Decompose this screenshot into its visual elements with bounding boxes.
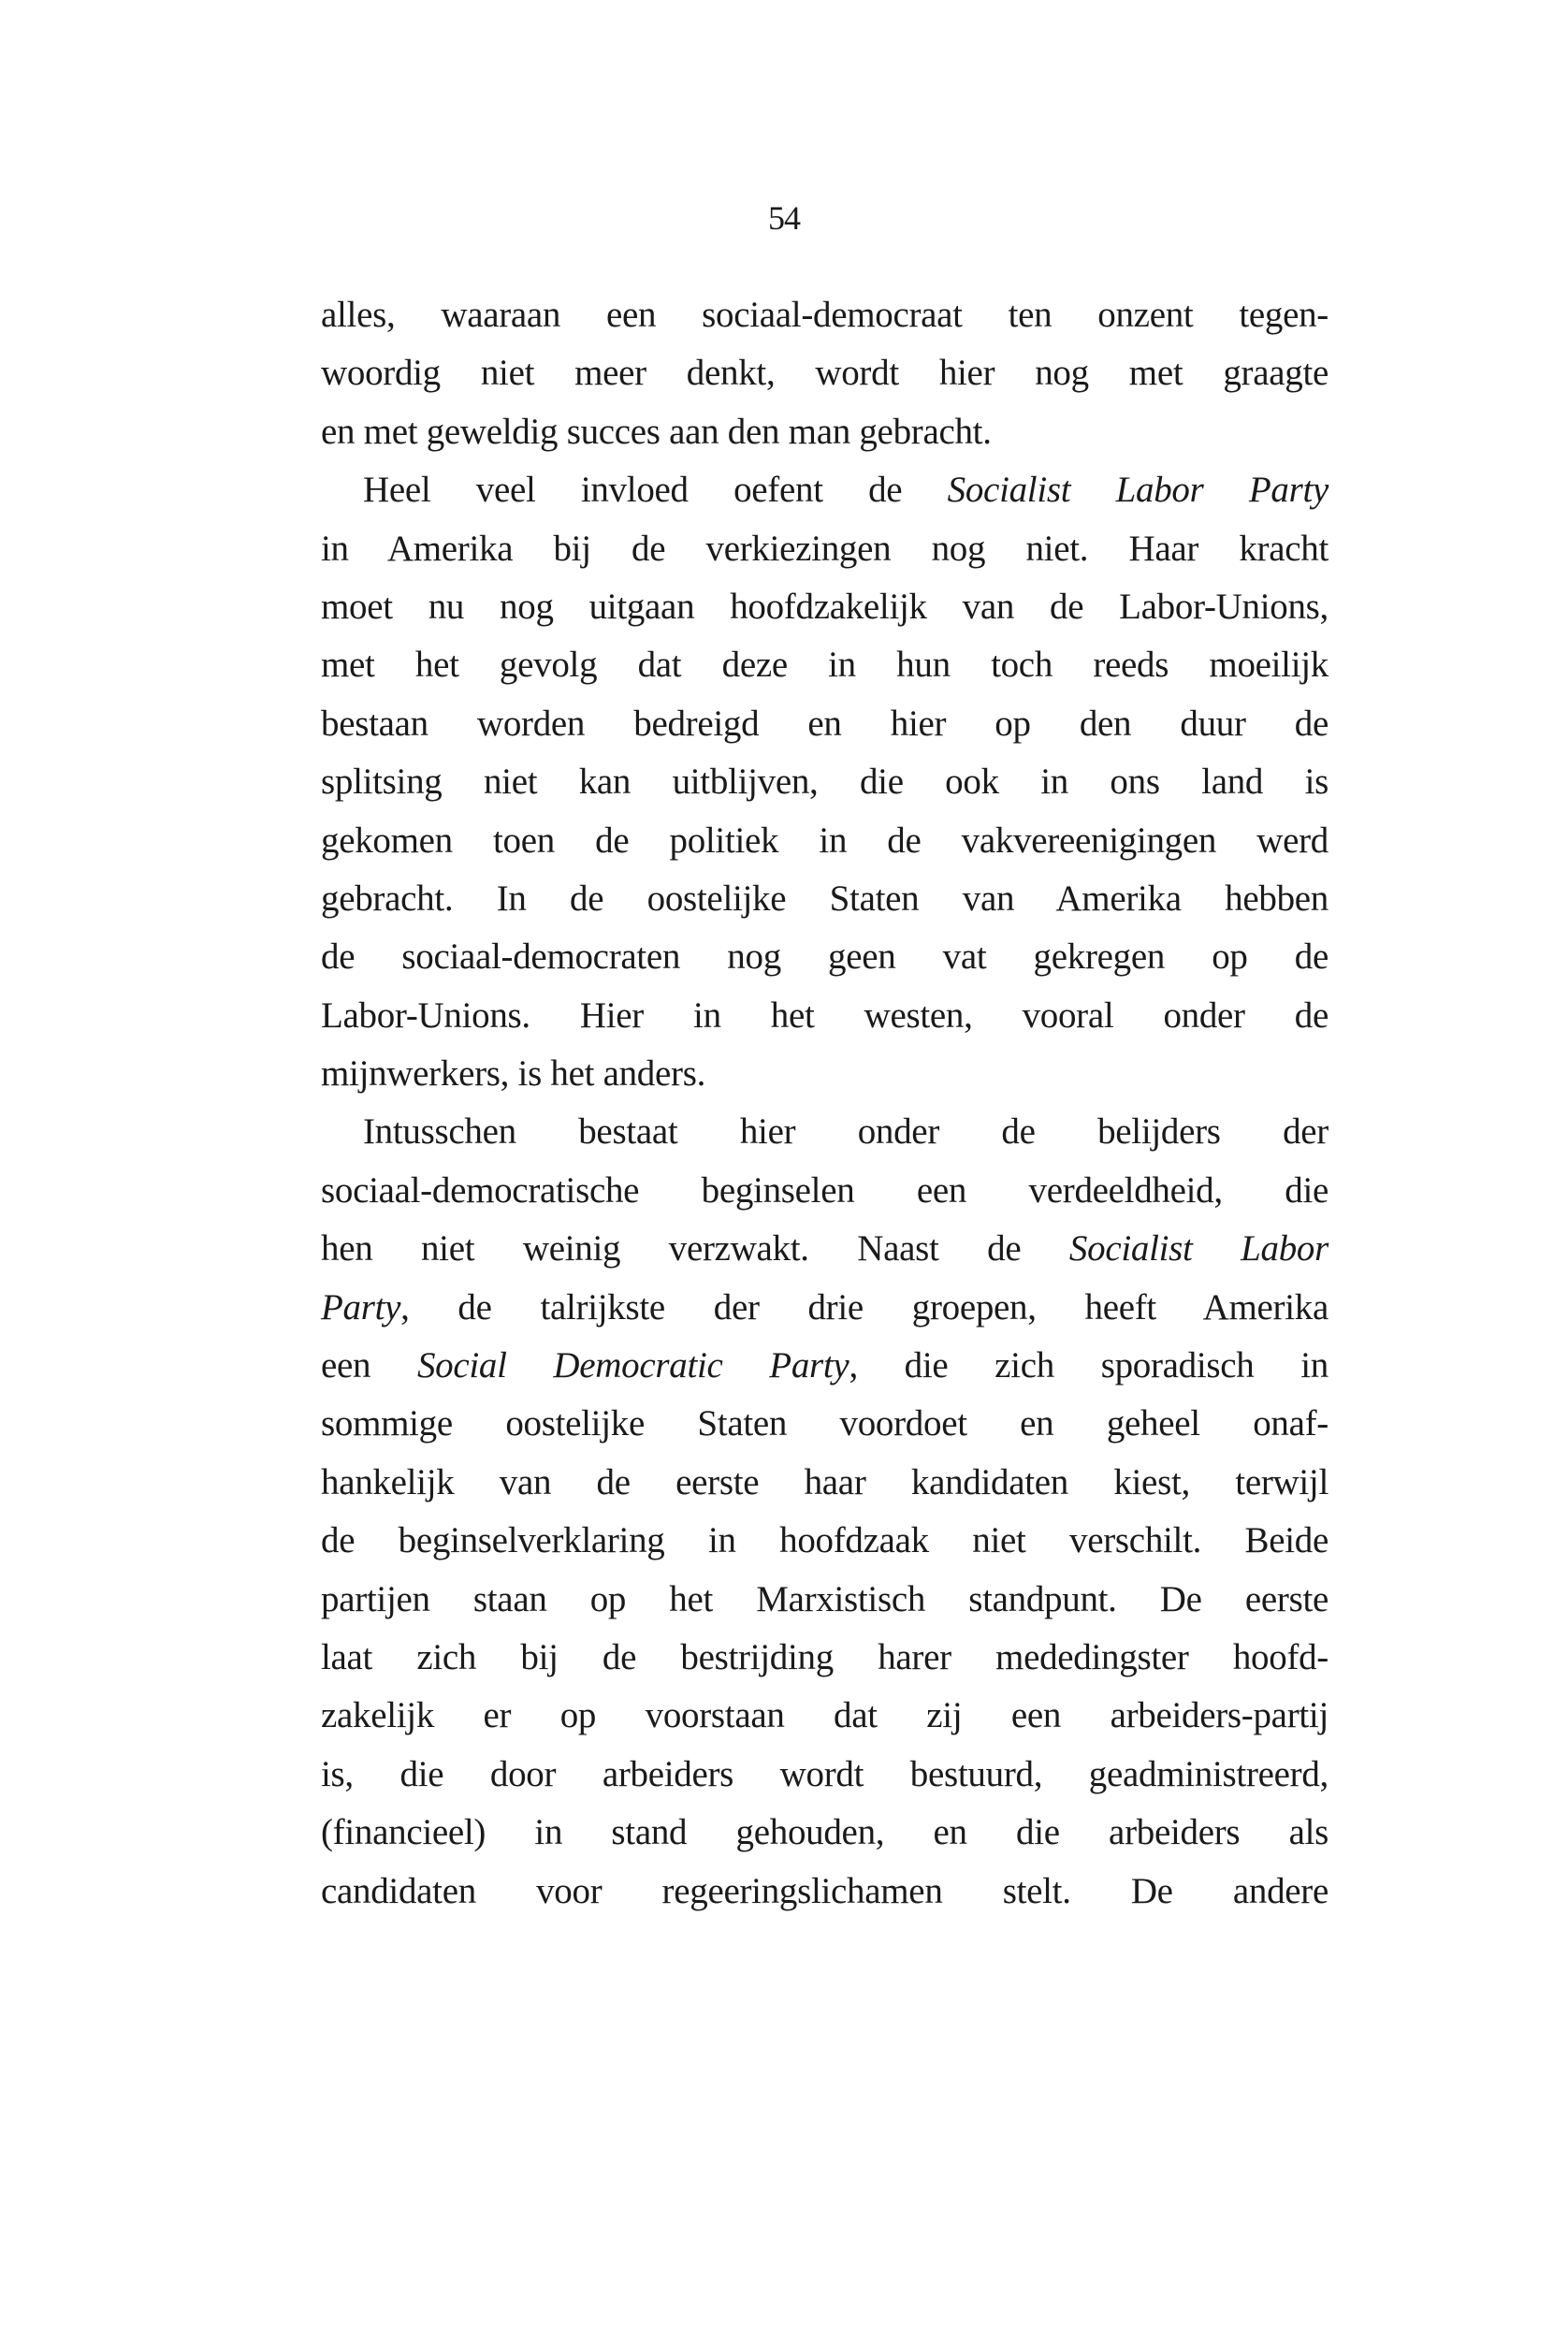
text-segment: , die zich sporadisch in bbox=[849, 1345, 1328, 1386]
text-segment: woordig niet meer denkt, wordt hier nog met graagte bbox=[321, 353, 1328, 394]
text-line bbox=[321, 636, 1328, 694]
text-segment: (financieel) in stand gehouden, en die arbeiders als bbox=[321, 1812, 1328, 1853]
text-line bbox=[321, 1512, 1328, 1570]
text-line bbox=[321, 1746, 1328, 1804]
text-segment: hankelijk van de eerste haar kandidaten kiest, terwijl bbox=[321, 1461, 1328, 1502]
text-segment: splitsing niet kan uitblijven, die ook in ons land is bbox=[321, 762, 1328, 803]
text-segment: een bbox=[321, 1345, 417, 1386]
text-segment: , de talrijkste der drie groepen, heeft Amerika bbox=[400, 1286, 1328, 1328]
text-segment: laat zich bij de bestrijding harer mededingster hoofd- bbox=[321, 1636, 1328, 1677]
text-line bbox=[321, 1395, 1328, 1453]
text-segment: Heel veel invloed oefent de bbox=[363, 470, 948, 511]
text-line bbox=[321, 870, 1328, 928]
text-segment: bestaan worden bedreigd en hier op den duur de bbox=[321, 703, 1328, 744]
text-segment: sociaal-democratische beginselen een verdeeldheid, die bbox=[321, 1169, 1328, 1211]
text-line bbox=[321, 1863, 1328, 1921]
text-segment: candidaten voor regeeringslichamen stelt. De andere bbox=[321, 1870, 1328, 1911]
text-segment: gekomen toen de politiek in de vakvereenigingen werd bbox=[321, 820, 1328, 861]
text-segment: mijnwerkers, is het anders. bbox=[321, 1053, 706, 1095]
text-line bbox=[321, 520, 1328, 578]
text-line bbox=[321, 1045, 1328, 1103]
text-line bbox=[321, 1454, 1328, 1512]
italic-text-segment: Socialist Labor Party bbox=[947, 470, 1328, 511]
text-segment: alles, waaraan een sociaal-democraat ten onzent tegen- bbox=[321, 295, 1328, 335]
text-line bbox=[321, 695, 1328, 753]
text-segment: met het gevolg dat deze in hun toch reeds moeilijk bbox=[321, 645, 1328, 686]
text-segment: partijen staan op het Marxistisch standpunt. De eerste bbox=[321, 1578, 1328, 1619]
text-line bbox=[321, 403, 1328, 461]
text-line bbox=[321, 1804, 1328, 1862]
italic-text-segment: Party bbox=[321, 1286, 401, 1328]
page-number: 54 bbox=[768, 199, 800, 237]
text-line bbox=[321, 1279, 1328, 1337]
text-line bbox=[321, 1571, 1328, 1629]
text-segment: de beginselverklaring in hoofdzaak niet verschilt. Beide bbox=[321, 1520, 1328, 1561]
text-segment: de sociaal-democraten nog geen vat gekregen op de bbox=[321, 936, 1328, 978]
text-segment: zakelijk er op voorstaan dat zij een arbeiders-partij bbox=[321, 1695, 1328, 1736]
italic-text-segment: Social Democratic Party bbox=[416, 1345, 849, 1386]
italic-text-segment: Socialist Labor bbox=[1068, 1228, 1328, 1270]
text-segment: sommige oostelijke Staten voordoet en geheel onaf- bbox=[321, 1403, 1328, 1444]
text-line bbox=[321, 1337, 1328, 1395]
text-line bbox=[321, 1220, 1328, 1278]
text-line bbox=[321, 578, 1328, 636]
text-line bbox=[321, 987, 1328, 1045]
text-segment: moet nu nog uitgaan hoofdzakelijk van de Labor-Unions, bbox=[321, 586, 1328, 627]
text-segment: is, die door arbeiders wordt bestuurd, geadministreerd, bbox=[321, 1753, 1328, 1794]
text-segment: en met geweldig succes aan den man gebracht. bbox=[321, 411, 992, 452]
text-line bbox=[321, 812, 1328, 870]
text-segment: Intusschen bestaat hier onder de belijders der bbox=[363, 1111, 1328, 1153]
text-line bbox=[321, 344, 1328, 402]
text-line bbox=[321, 928, 1328, 986]
text-segment: hen niet weinig verzwakt. Naast de bbox=[321, 1228, 1069, 1270]
text-line bbox=[321, 461, 1328, 519]
body-text bbox=[321, 286, 1328, 1921]
text-segment: in Amerika bij de verkiezingen nog niet. Haar kracht bbox=[321, 528, 1328, 569]
text-segment: gebracht. In de oostelijke Staten van Amerika hebben bbox=[321, 878, 1328, 919]
text-line bbox=[321, 1162, 1328, 1220]
text-segment: Labor-Unions. Hier in het westen, vooral onder de bbox=[321, 994, 1328, 1036]
text-line bbox=[321, 1629, 1328, 1687]
text-line bbox=[321, 1687, 1328, 1745]
text-line bbox=[321, 286, 1328, 344]
text-line bbox=[321, 1103, 1328, 1161]
text-line bbox=[321, 753, 1328, 811]
